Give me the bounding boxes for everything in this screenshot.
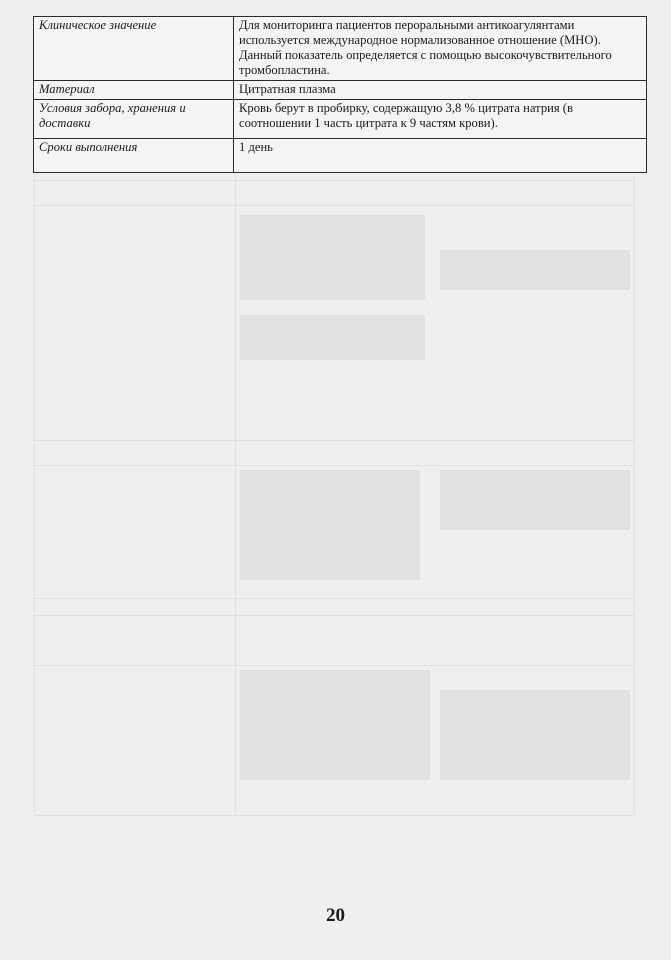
row-value-turnaround-time: 1 день bbox=[234, 139, 647, 173]
row-label-material: Материал bbox=[34, 81, 234, 100]
row-label-collection-conditions: Условия забора, хранения и доставки bbox=[34, 100, 234, 139]
row-value-material: Цитратная плазма bbox=[234, 81, 647, 100]
row-label-turnaround-time: Сроки выполнения bbox=[34, 139, 234, 173]
table-row bbox=[34, 17, 647, 81]
table-row bbox=[34, 139, 647, 173]
page-number: 20 bbox=[326, 905, 345, 926]
info-table bbox=[33, 16, 647, 173]
table-row bbox=[34, 100, 647, 139]
row-label-clinical-significance: Клиническое значение bbox=[34, 17, 234, 81]
row-value-collection-conditions: Кровь берут в пробирку, содержащую 3,8 % цитрата натрия (в соотношении 1 часть цитрата к 9 частям крови). bbox=[234, 100, 647, 139]
row-value-clinical-significance: Для мониторинга пациентов пероральными антикоагулянтами используется международное нормализованное отношение (МНО). Данный показатель определяется с помощью высокочувствительного тромбопластина. bbox=[234, 17, 647, 81]
table-row bbox=[34, 81, 647, 100]
